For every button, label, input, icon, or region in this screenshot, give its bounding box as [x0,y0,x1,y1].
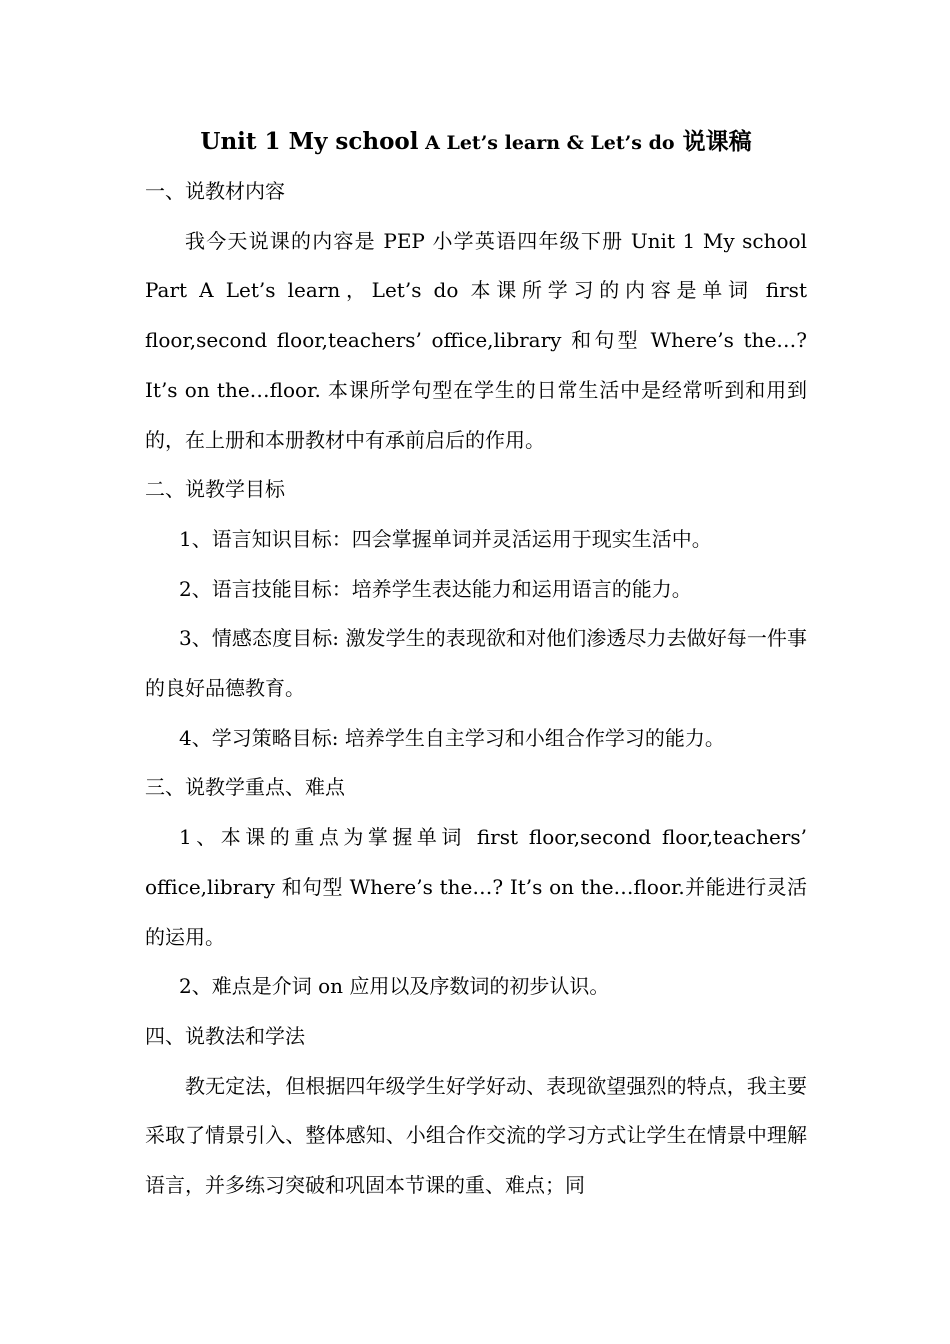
list-item: 1、语言知识目标：四会掌握单词并灵活运用于现实生活中。 [179,526,712,551]
paragraph: 我今天说课的内容是 PEP 小学英语四年级下册 Unit 1 My school Part A Let’s learn，Let’s do 本课所学习的内容是单词 first floor,second floor,teachers’ office,library 和句型 Where’s the…? It’s on the…floor. 本课所学句型在学生的日常生活中是经常听到和用到的，在上册和本册教材中有承前启后的作用。 [145,228,807,452]
title-unit: Unit 1 My school [200,128,419,155]
section-heading: 一、说教材内容 [145,179,285,203]
list-item: 1、本课的重点为掌握单词 first floor,second floor,teachers’ office,library 和句型 Where’s the…? It’s on the…floor.并能进行灵活的运用。 [145,825,807,949]
section-heading: 二、说教学目标 [145,477,285,502]
list-item: 3、情感态度目标: 激发学生的表现欲和对他们渗透尽力去做好每一件事的良好品德教育。 [145,626,807,701]
list-item: 2、语言技能目标：培养学生表达能力和运用语言的能力。 [179,576,692,601]
paragraph: 教无定法，但根据四年级学生好学好动、表现欲望强烈的特点，我主要采取了情景引入、整体感知、小组合作交流的学习方式让学生在情景中理解语言，并多练习突破和巩固本节课的重、难点；同 [145,1073,807,1198]
document-body [145,167,807,1211]
section-heading: 四、说教法和学法 [145,1023,305,1048]
list-item: 4、学习策略目标: 培养学生自主学习和小组合作学习的能力。 [179,725,725,750]
section-heading: 三、说教学重点、难点 [145,775,345,800]
document-title [145,124,807,162]
list-item: 2、难点是介词 on 应用以及序数词的初步认识。 [179,974,610,999]
title-suffix: 说课稿 [674,128,752,155]
title-lesson: A Let’s learn & Let’s do [418,132,675,154]
